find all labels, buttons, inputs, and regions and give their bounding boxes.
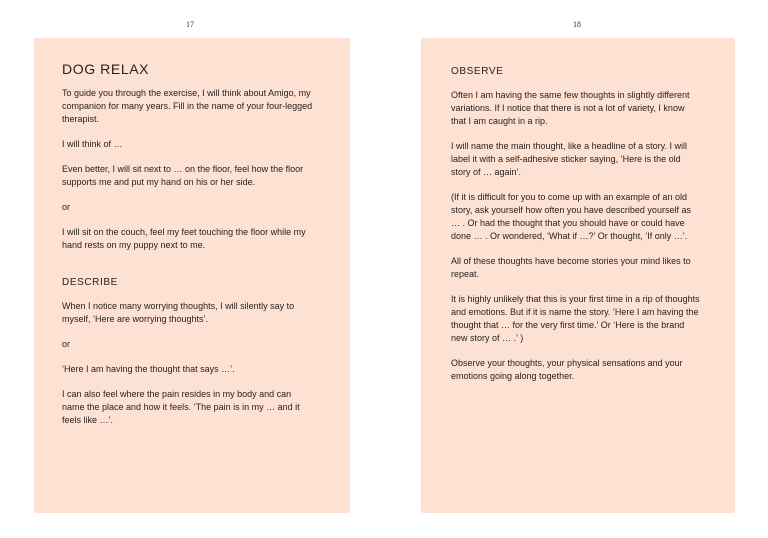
paragraph: Even better, I will sit next to … on the floor, feel how the floor supports me and put my hand on his or her side. [62,164,304,187]
paragraph: ‘Here I am having the thought that says …’. [62,364,235,374]
paragraph: Observe your thoughts, your physical sensations and your emotions going along together. [451,358,683,381]
paragraph: I will think of … [62,139,123,149]
paragraph: or [62,339,71,349]
paragraph: To guide you through the exercise, I will think about Amigo, my companion for many years. Fill in the name of your four-legged therapist. [62,88,313,124]
paragraph: I will sit on the couch, feel my feet touching the floor while my hand rests on my puppy next to me. [62,227,306,250]
page-number: 18 [573,20,581,29]
paragraph: It is highly unlikely that this is your first time in a rip of thoughts and emotions. But if it is name the story. ‘Here I am having the thought that … for the very first time.’ Or ‘Here is the brand new story of … .’ ) [451,294,700,343]
section-heading-describe: DESCRIBE [62,277,118,288]
paragraph: All of these thoughts have become stories your mind likes to repeat. [451,256,691,279]
paragraph: When I notice many worrying thoughts, I will silently say to myself, ‘Here are worrying thoughts’. [62,301,295,324]
paragraph: I can also feel where the pain resides in my body and can name the place and how it feels. ‘The pain is in my … and it feels like …’. [62,389,300,425]
paragraph: (If it is difficult for you to come up with an example of an old story, ask yourself how often you have described yourself as … . Or had the thought that you should have or could have done … . Or wondered, ‘What if …?’ Or thought, ‘If only …’. [451,192,691,241]
section-heading-observe: OBSERVE [451,66,504,77]
right-page-content [451,65,701,395]
paragraph: I will name the main thought, like a headline of a story. I will label it with a self-adhesive sticker saying, ‘Here is the old story of … again’. [451,141,687,177]
left-page-content [62,61,314,439]
page-number: 17 [186,20,194,29]
page-title: DOG RELAX [62,61,150,77]
paragraph: Often I am having the same few thoughts in slightly different variations. If I notice that there is not a lot of variety, I know that I am caught in a rip. [451,90,690,126]
paragraph: or [62,202,71,212]
